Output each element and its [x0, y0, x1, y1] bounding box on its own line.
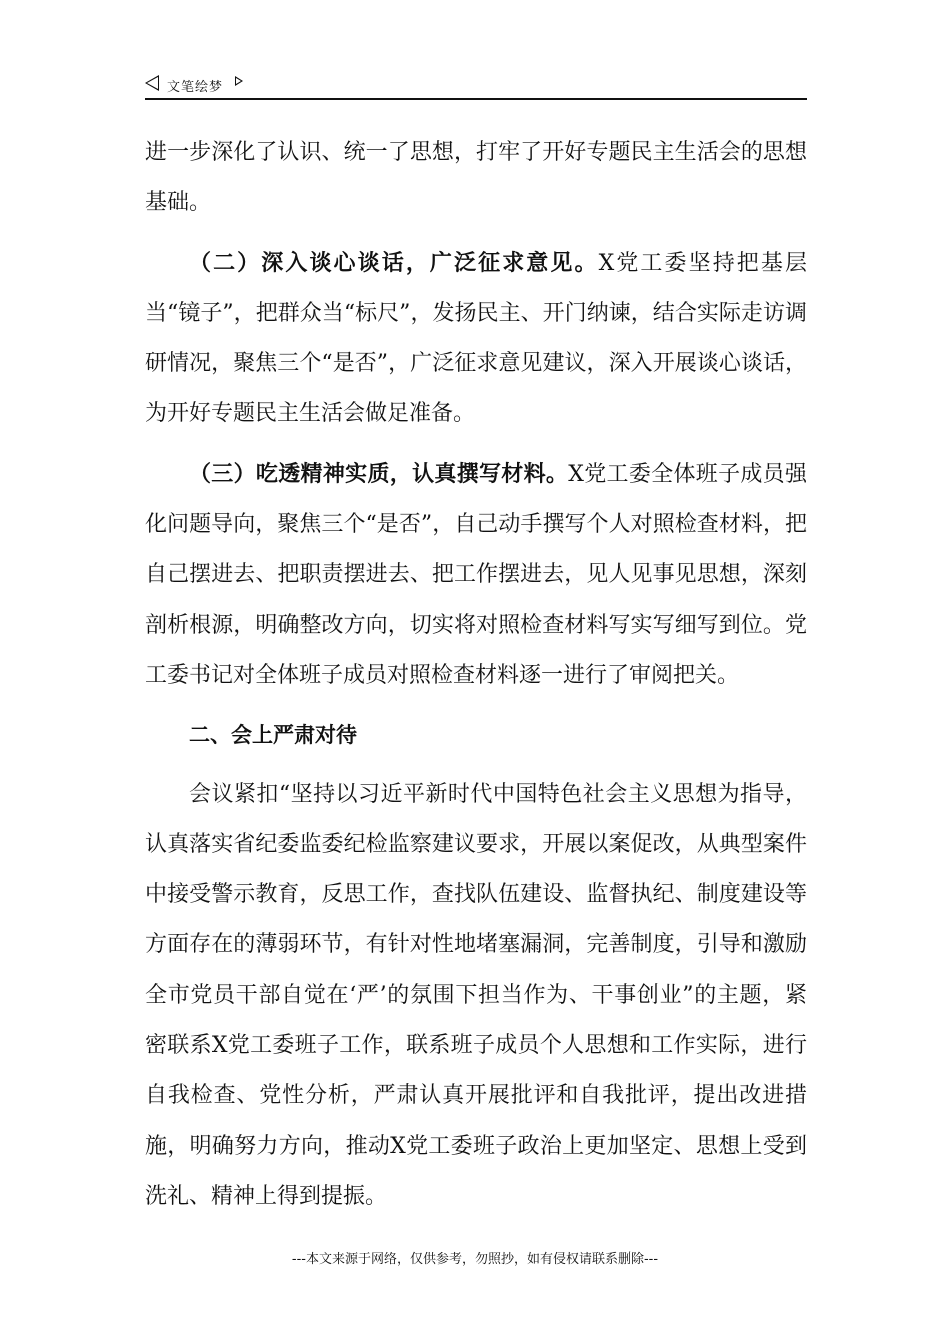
brand-label: 文笔绘梦 [167, 80, 224, 95]
section-2-paragraph [145, 238, 807, 440]
triangle-right-icon [235, 76, 243, 86]
page-header [145, 72, 807, 100]
section-heading-2: 二、会上严肃对待 [189, 723, 357, 748]
section-3-title: （三）吃透精神实质，认真撰写材料。 [189, 460, 569, 487]
footer-disclaimer: ---本文来源于网络，仅供参考，勿照抄，如有侵权请联系删除--- [291, 1252, 659, 1267]
triangle-left-icon [145, 75, 159, 91]
document-body [145, 128, 807, 1222]
meeting-paragraph: 会议紧扣“坚持以习近平新时代中国特色社会主义思想为指导，认真落实省纪委监委纪检监察建议要求，开展以案促改，从典型案件中接受警示教育，反思工作，查找队伍建设、监督执纪、制度建设等方面存在的薄弱环节，有针对性地堵塞漏洞，完善制度，引导和激励全市党员干部自觉在‘严’的氛围下担当作为、干事创业”的主题，紧密联系X党工委班子工作，联系班子成员个人思想和工作实际，进行自我检查、党性分析，严肃认真开展批评和自我批评，提出改进措施，明确努力方向，推动X党工委班子政治上更加坚定、思想上受到洗礼、精神上得到提振。 [145, 781, 807, 1209]
paragraph-continued: 进一步深化了认识、统一了思想，打牢了开好专题民主生活会的思想基础。 [145, 140, 807, 216]
section-2-text: X党工委坚持把基层当“镜子”，把群众当“标尺”，发扬民主、开门纳谏，结合实际走访调研情况，聚焦三个“是否”，广泛征求意见建议，深入开展谈心谈话，为开好专题民主生活会做足准备。 [145, 250, 807, 427]
section-3-paragraph [145, 449, 807, 701]
section-3-text: X党工委全体班子成员强化问题导向，聚焦三个“是否”，自己动手撰写个人对照检查材料，把自己摆进去、把职责摆进去、把工作摆进去，见人见事见思想，深刻剖析根源，明确整改方向，切实将对照检查材料写实写细写到位。党工委书记对全体班子成员对照检查材料逐一进行了审阅把关。 [145, 461, 807, 688]
section-2-title: （二）深入谈心谈话，广泛征求意见。 [189, 249, 599, 276]
